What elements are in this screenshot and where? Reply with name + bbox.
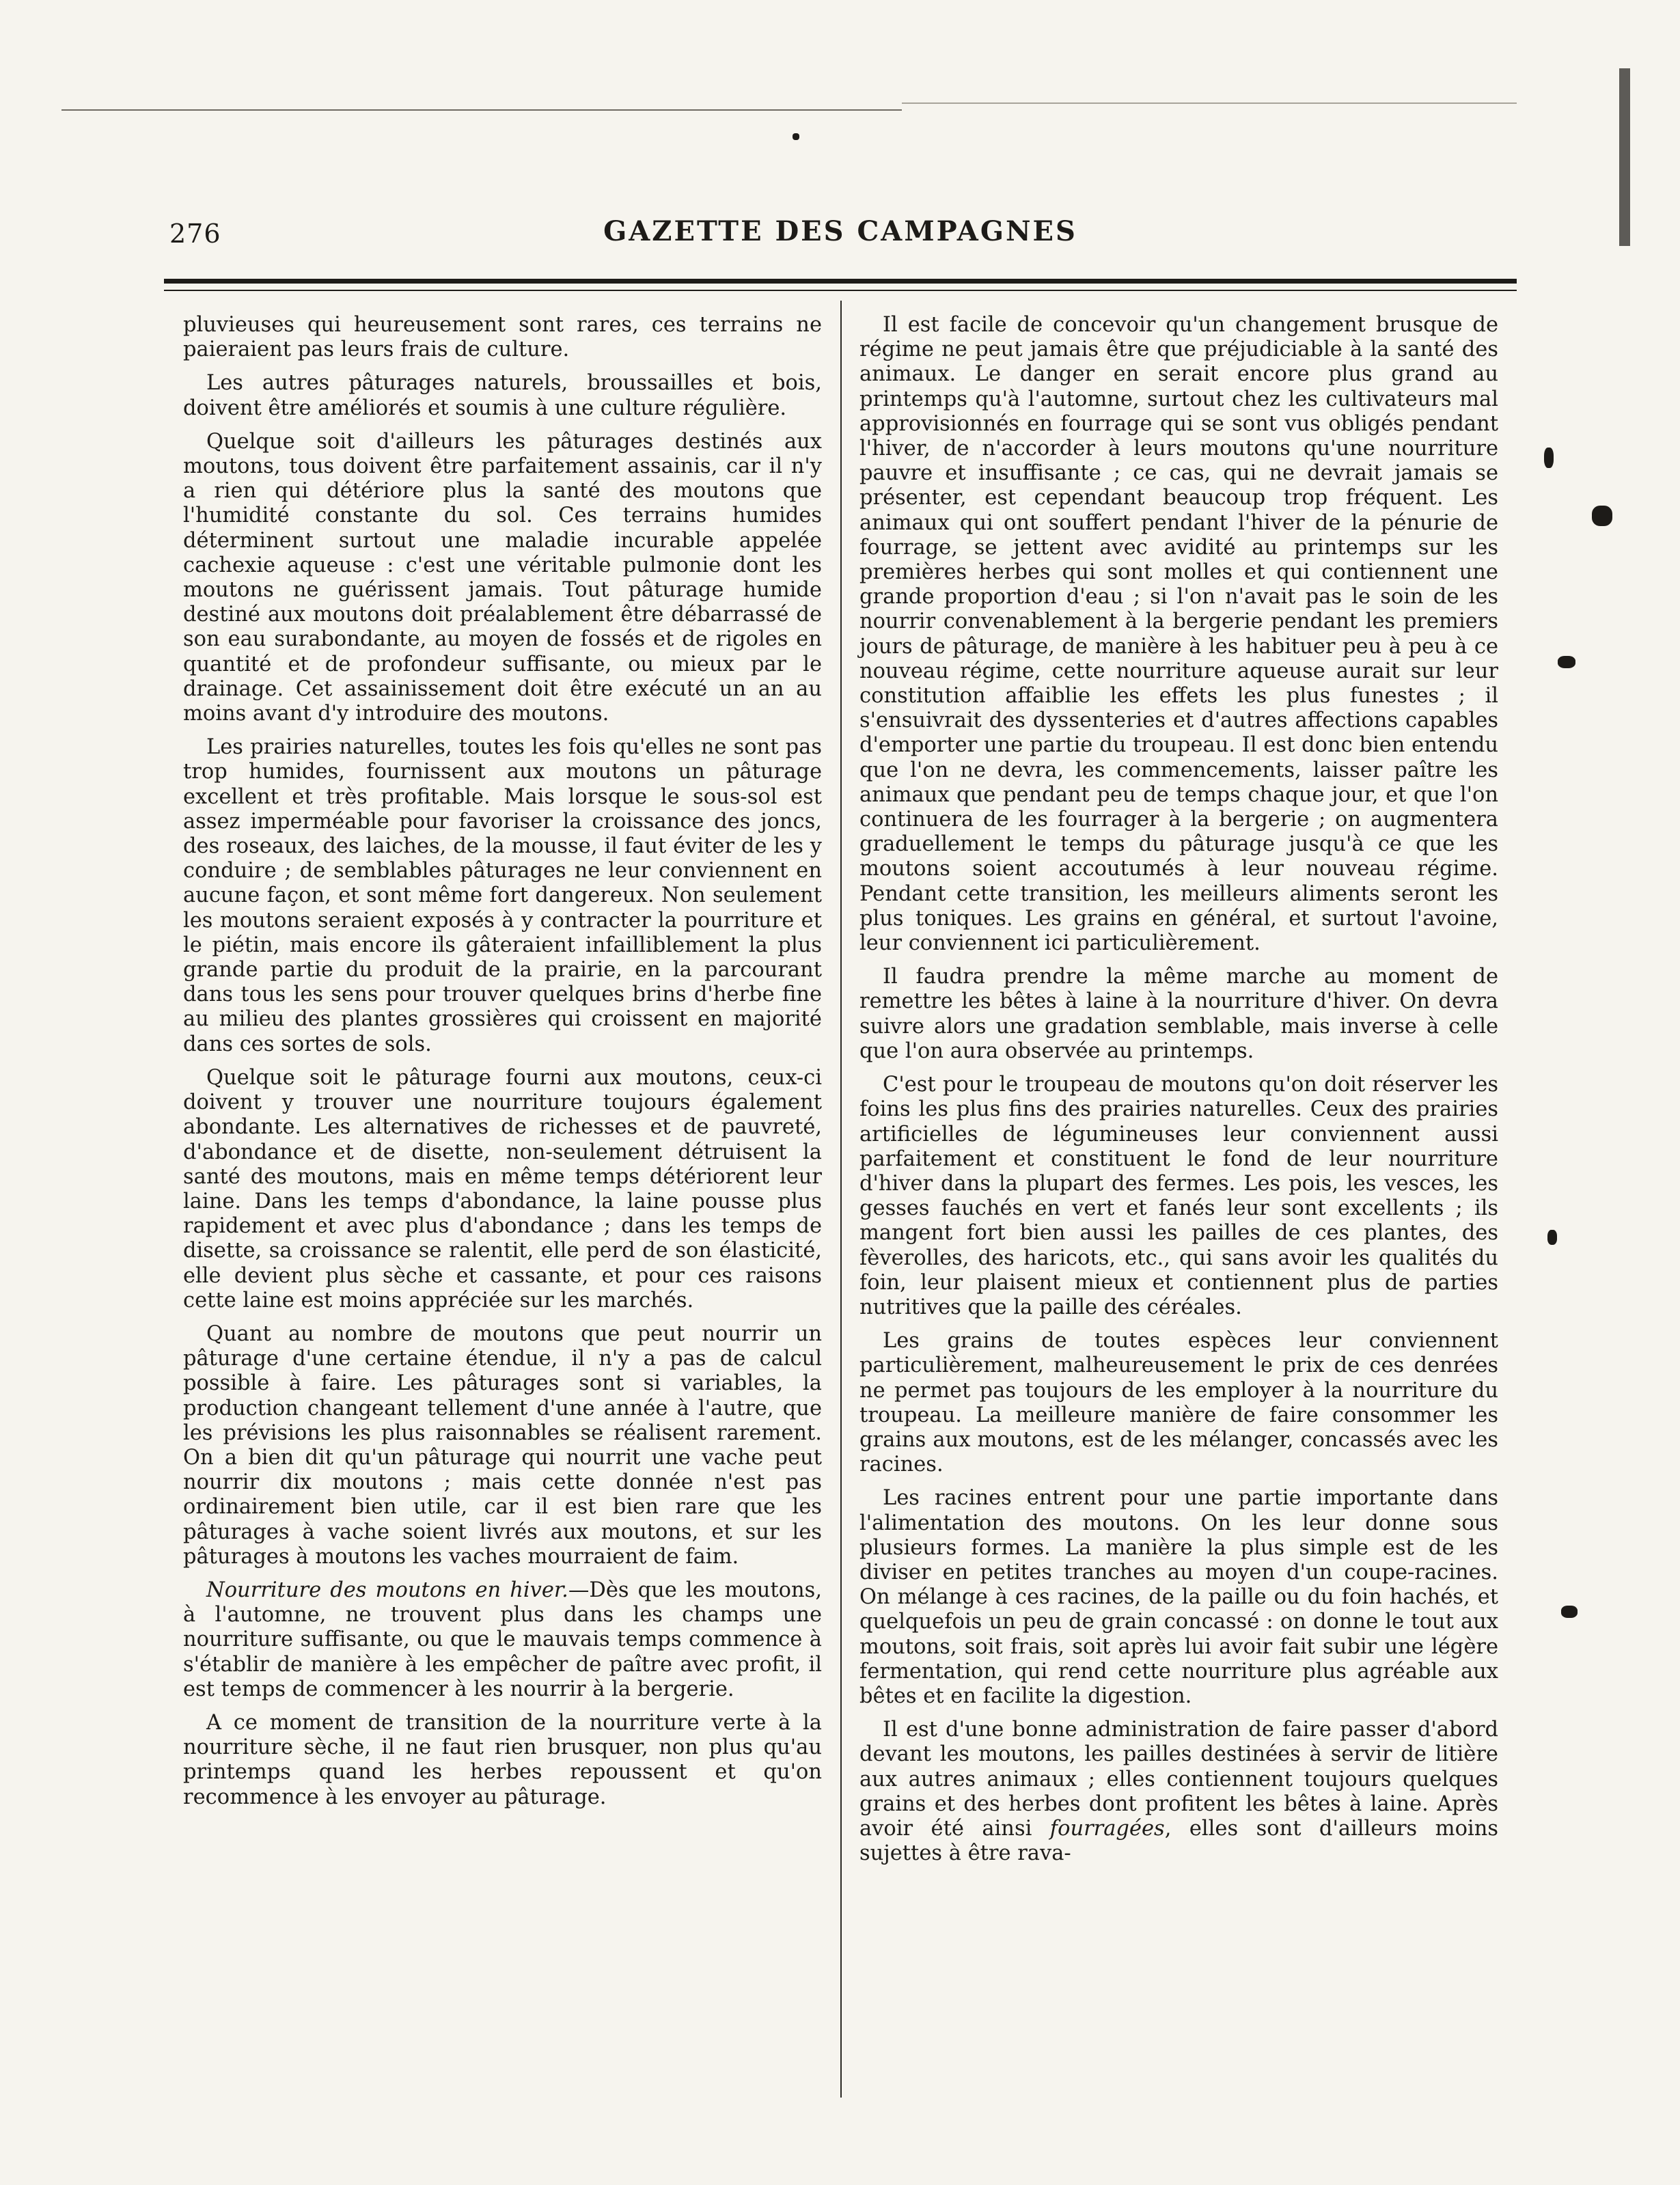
paragraph-text: , elles sont d'ailleurs moins sujettes à être rava-	[859, 1816, 1498, 1866]
page-header	[164, 215, 1517, 256]
paragraph: Les racines entrent pour une partie importante dans l'alimentation des moutons. On les leur donne sous plusieurs formes. La manière la plus simple est de les diviser en petites tranches au moyen d'un coupe-racines. On mélange à ces racines, de la paille ou du foin hachés, et quelquefois un peu de grain concassé : on donne le tout aux moutons, soit frais, soit après lui avoir fait subir une légère fermentation, qui rend cette nourriture plus agréable aux bêtes et en facilite la digestion.	[859, 1486, 1498, 1708]
paragraph: Les prairies naturelles, toutes les fois qu'elles ne sont pas trop humides, fournissent aux moutons un pâturage excellent et très profitable. Mais lorsque le sous-sol est assez imperméable pour favoriser la croissance des joncs, des roseaux, des laiches, de la mousse, il faut éviter de les y conduire ; de semblables pâturages ne leur conviennent en aucune façon, et sont même fort dangereux. Non seulement les moutons seraient exposés à y contracter la pourriture et le piétin, mais encore ils gâteraient infailliblement la plus grande partie du produit de la prairie, en la parcourant dans tous les sens pour trouver quelques brins d'herbe fine au milieu des plantes grossières qui croissent en majorité dans ces sortes de sols.	[183, 735, 822, 1056]
ink-blot	[1558, 656, 1575, 668]
italic-term: fourragées	[1049, 1816, 1165, 1841]
paragraph: Il faudra prendre la même marche au moment de remettre les bêtes à laine à la nourriture d'hiver. On devra suivre alors une gradation semblable, mais inverse à celle que l'on aura observée au printemps.	[859, 965, 1498, 1063]
paragraph	[183, 1578, 822, 1702]
ink-blot	[1544, 448, 1554, 468]
column-divider	[840, 301, 842, 2098]
paragraph: C'est pour le troupeau de moutons qu'on doit réserver les foins les plus fins des prairies naturelles. Ceux des prairies artificielles de légumineuses leur conviennent aussi parfaitement et constituent le fond de leur nourriture d'hiver dans la plupart des fermes. Les pois, les vesces, les gesses fauchés en vert et fanés leur sont excellents ; ils mangent fort bien aussi les pailles de ces plantes, des fèverolles, des haricots, etc., qui sans avoir les qualités du foin, leur plaisent mieux et contiennent plus de parties nutritives que la paille des céréales.	[859, 1073, 1498, 1319]
header-rule	[164, 279, 1517, 284]
paragraph: Quelque soit le pâturage fourni aux moutons, ceux-ci doivent y trouver une nourriture toujours également abondante. Les alternatives de richesses et de pauvreté, d'abondance et de disette, non-seulement détruisent la santé des moutons, mais en même temps détériorent leur laine. Dans les temps d'abondance, la laine pousse plus rapidement et avec plus d'abondance ; dans les temps de disette, sa croissance se ralentit, elle perd de son élasticité, elle devient plus sèche et cassante, et pour ces raisons cette laine est moins appréciée sur les marchés.	[183, 1065, 822, 1313]
ink-blot	[793, 133, 799, 140]
paragraph: Quant au nombre de moutons que peut nourrir un pâturage d'une certaine étendue, il n'y a pas de calcul possible à faire. Les pâturages sont si variables, la production changeant tellement d'une année à l'autre, que les prévisions les plus raisonnables se réalisent rarement. On a bien dit qu'un pâturage qui nourrit une vache peut nourrir dix moutons ; mais cette donnée n'est pas ordinairement bien utile, car il est bien rare que les pâturages à vache soient livrés aux moutons, et sur les pâturages à moutons les vaches mourraient de faim.	[183, 1321, 822, 1569]
paragraph: Il est facile de concevoir qu'un changement brusque de régime ne peut jamais être que préjudiciable à la santé des animaux. Le danger en serait encore plus grand au printemps qu'à l'automne, surtout chez les cultivateurs mal approvisionnés en fourrage qui se sont vus obligés pendant l'hiver, de n'accorder à leurs moutons qu'une nourriture pauvre et insuffisante ; ce cas, qui ne devrait jamais se présenter, est cependant beaucoup trop fréquent. Les animaux qui ont souffert pendant l'hiver de la pénurie de fourrage, se jettent avec avidité au printemps sur les premières herbes qui sont molles et qui contiennent une grande proportion d'eau ; si l'on n'avait pas le soin de les nourrir convenablement à la bergerie pendant les premiers jours de pâturage, de manière à les habituer peu à peu à ce nouveau régime, cette nourriture aqueuse aurait sur leur constitution affaiblie les effets les plus funestes ; il s'ensuivrait des dyssenteries et d'autres affections capables d'emporter une partie du troupeau. Il est donc bien entendu que l'on ne devra, les commencements, laisser paître les animaux que pendant peu de temps chaque jour, et que l'on continuera de les fourrager à la bergerie ; on augmentera graduellement le temps du pâturage jusqu'à ce que les moutons soient accoutumés à leur nouveau régime. Pendant cette transition, les meilleurs aliments seront les plus toniques. Les grains en général, et surtout l'avoine, leur conviennent ici particulièrement.	[859, 313, 1498, 956]
paragraph	[859, 1718, 1498, 1866]
scan-artifact-line	[61, 109, 902, 111]
left-column	[183, 313, 822, 1819]
page-number: 276	[169, 219, 221, 249]
paragraph: Quelque soit d'ailleurs les pâturages destinés aux moutons, tous doivent être parfaitement assainis, car il n'y a rien qui détériore plus la santé des moutons que l'humidité constante du sol. Ces terrains humides déterminent surtout une maladie incurable appelée cachexie aqueuse : c'est une véritable pulmonie dont les moutons ne guérissent jamais. Tout pâturage humide destiné aux moutons doit préalablement être débarrassé de son eau surabondante, au moyen de fossés et de rigoles en quantité et de profondeur suffisante, ou mieux par le drainage. Cet assainissement doit être exécuté un an au moins avant d'y introduire des moutons.	[183, 429, 822, 726]
scan-artifact-edge	[1619, 68, 1630, 246]
paragraph: Les grains de toutes espèces leur conviennent particulièrement, malheureusement le prix de ces denrées ne permet pas toujours de les employer à la nourriture du troupeau. La meilleure manière de faire consommer les grains aux moutons, est de les mélanger, concassés avec les racines.	[859, 1329, 1498, 1477]
paragraph-text: —Dès que les moutons, à l'automne, ne trouvent plus dans les champs une nourriture suffisante, ou que le mauvais temps commence à s'établir de manière à les empêcher de paître avec profit, il est temps de commencer à les nourrir à la bergerie.	[183, 1578, 823, 1701]
ink-blot	[1547, 1230, 1557, 1245]
paragraph-text: Il est d'une bonne administration de faire passer d'abord devant les moutons, les pailles destinées à servir de litière aux autres animaux ; elles contiennent toujours quelques grains et des herbes dont profitent les bêtes à laine. Après avoir été ainsi	[859, 1718, 1498, 1841]
paragraph: A ce moment de transition de la nourriture verte à la nourriture sèche, il ne faut rien brusquer, non plus qu'au printemps quand les herbes repoussent et qu'on recommence à les envoyer au pâturage.	[183, 1710, 822, 1809]
scan-artifact-line	[902, 102, 1517, 104]
paragraph: pluvieuses qui heureusement sont rares, ces terrains ne paieraient pas leurs frais de culture.	[183, 313, 822, 362]
paragraph: Les autres pâturages naturels, broussailles et bois, doivent être améliorés et soumis à une culture régulière.	[183, 371, 822, 420]
running-title: GAZETTE DES CAMPAGNES	[603, 215, 1077, 247]
header-rule-thin	[164, 290, 1517, 291]
ink-blot	[1561, 1606, 1578, 1618]
right-column	[859, 313, 1498, 1875]
ink-blot	[1592, 506, 1612, 526]
section-heading: Nourriture des moutons en hiver.	[206, 1578, 568, 1602]
